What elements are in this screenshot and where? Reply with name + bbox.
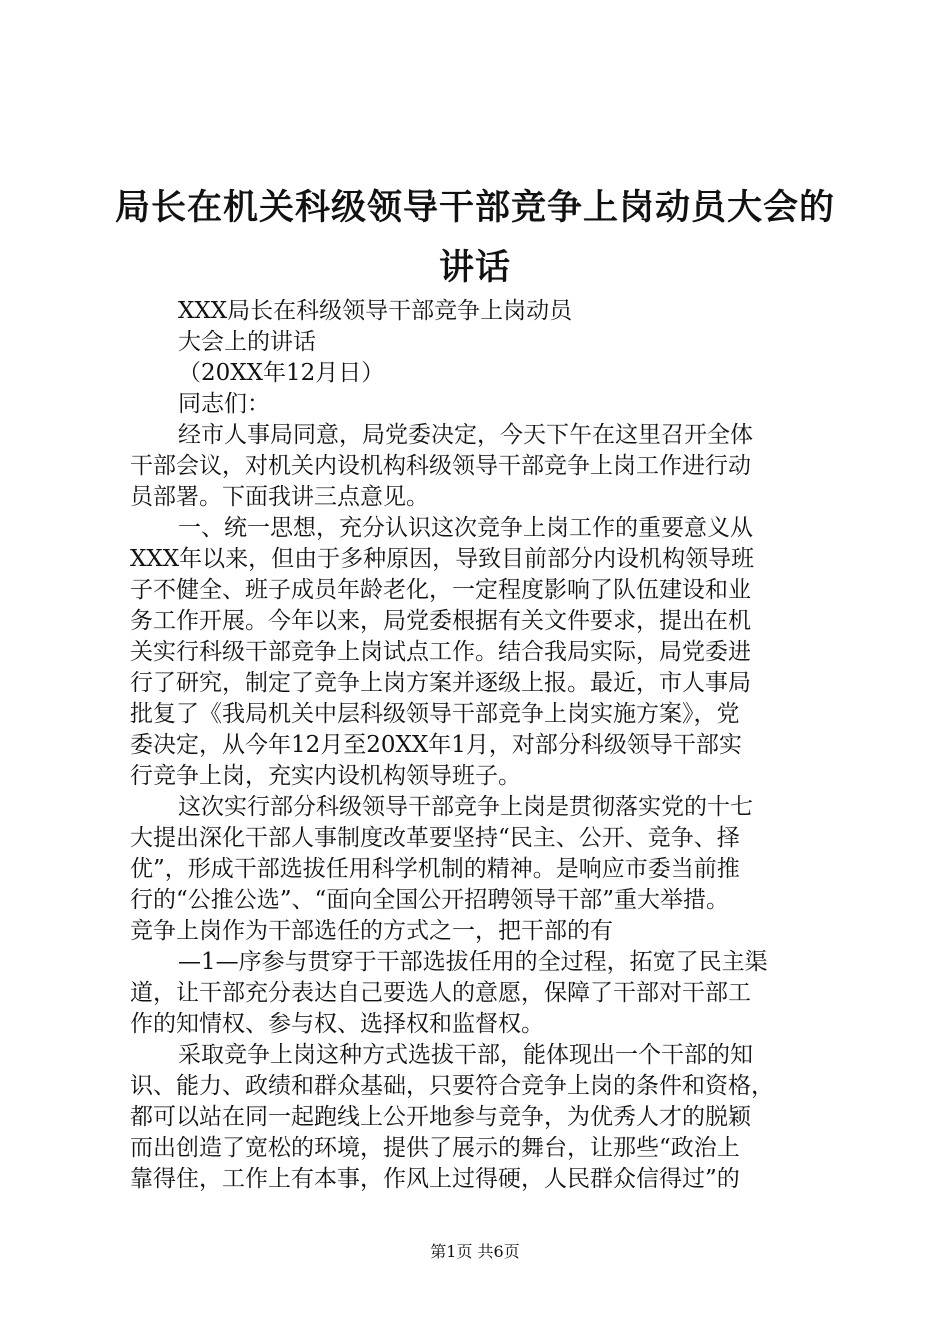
subtitle-line: XXX局长在科级领导干部竞争上岗动员 (178, 298, 573, 324)
paragraph-line: 识、能力、政绩和群众基础，只要符合竞争上岗的条件和资格， (130, 1073, 774, 1099)
document-body (130, 296, 850, 1195)
paragraph-line: 而出创造了宽松的环境，提供了展示的舞台，让那些“政治上 (130, 1135, 740, 1161)
date-line: （20XX年12月日） (178, 360, 385, 386)
document-title-line-2: 讲话 (438, 248, 511, 288)
paragraph-line: 一、统一思想，充分认识这次竞争上岗工作的重要意义从 (178, 515, 753, 541)
page-number-footer: 第1页 共6页 (430, 1242, 520, 1261)
salutation-line: 同志们： (178, 391, 270, 417)
paragraph-line: 干部会议，对机关内设机构科级领导干部竞争上岗工作进行动 (130, 453, 751, 479)
paragraph-line: 员部署。下面我讲三点意见。 (130, 484, 429, 510)
paragraph-line: 优”，形成干部选拔任用科学机制的精神。是响应市委当前推 (130, 856, 740, 882)
paragraph-line: 务工作开展。今年以来，局党委根据有关文件要求，提出在机 (130, 608, 751, 634)
document-title-line-1: 局长在机关科级领导干部竞争上岗动员大会的 (114, 188, 835, 228)
paragraph-line: 关实行科级干部竞争上岗试点工作。结合我局实际，局党委进 (130, 639, 751, 665)
paragraph-line: 都可以站在同一起跑线上公开地参与竞争，为优秀人才的脱颖 (130, 1104, 751, 1130)
paragraph-line: 作的知情权、参与权、选择权和监督权。 (130, 1011, 544, 1037)
subtitle-line: 大会上的讲话 (178, 329, 316, 355)
paragraph-line: 靠得住，工作上有本事，作风上过得硬，人民群众信得过”的 (130, 1166, 740, 1192)
paragraph-line: 采取竞争上岗这种方式选拔干部，能体现出一个干部的知 (178, 1042, 753, 1068)
paragraph-line: 道，让干部充分表达自己要选人的意愿，保障了干部对干部工 (130, 980, 751, 1006)
paragraph-line: 竞争上岗作为干部选任的方式之一，把干部的有 (130, 918, 613, 944)
paragraph-line: 大提出深化干部人事制度改革要坚持“民主、公开、竞争、择 (130, 825, 740, 851)
paragraph-line: 批复了《我局机关中层科级领导干部竞争上岗实施方案》，党 (130, 701, 740, 727)
paragraph-line: 经市人事局同意，局党委决定，今天下午在这里召开全体 (178, 422, 753, 448)
paragraph-line: XXX年以来，但由于多种原因，导致目前部分内设机构领导班 (130, 546, 755, 572)
paragraph-line: 行竞争上岗，充实内设机构领导班子。 (130, 763, 521, 789)
paragraph-line: 这次实行部分科级领导干部竞争上岗是贯彻落实党的十七 (178, 794, 753, 820)
paragraph-line: 行了研究，制定了竞争上岗方案并逐级上报。最近，市人事局 (130, 670, 751, 696)
paragraph-line: —1—序参与贯穿于干部选拔任用的全过程，拓宽了民主渠 (178, 949, 768, 975)
paragraph-line: 行的“公推公选”、“面向全国公开招聘领导干部”重大举措。 (130, 887, 730, 913)
paragraph-line: 子不健全、班子成员年龄老化，一定程度影响了队伍建设和业 (130, 577, 751, 603)
paragraph-line: 委决定，从今年12月至20XX年1月，对部分科级领导干部实 (130, 732, 742, 758)
